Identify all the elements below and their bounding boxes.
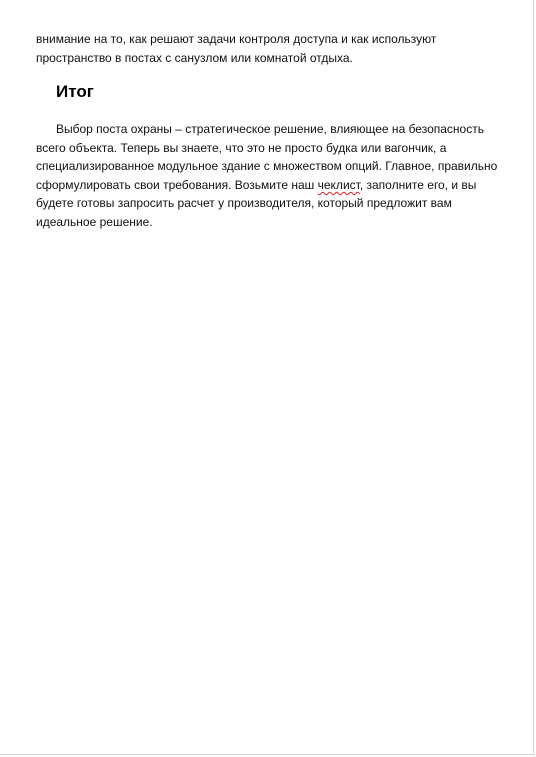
section-heading-itog: Итог	[56, 82, 94, 101]
conclusion-paragraph	[36, 120, 506, 232]
misspelled-word[interactable]: чеклист	[317, 177, 360, 192]
conclusion-text-before: Выбор поста охраны – стратегическое решение, влияющее на безопасность всего объекта. Теперь вы знаете, что это не просто будка или вагончик, а специализированное модульное здание с множеством опций. Главное, правильно сформулировать свои требования. Возьмите наш	[36, 122, 498, 192]
document-body	[36, 30, 506, 229]
continued-paragraph: внимание на то, как решают задачи контроля доступа и как используют пространство в постах с санузлом или комнатой отдыха.	[36, 32, 437, 65]
conclusion-text-after: , заполните его, и вы будете готовы запросить расчет у производителя, который предложит вам идеальное решение.	[36, 177, 477, 229]
